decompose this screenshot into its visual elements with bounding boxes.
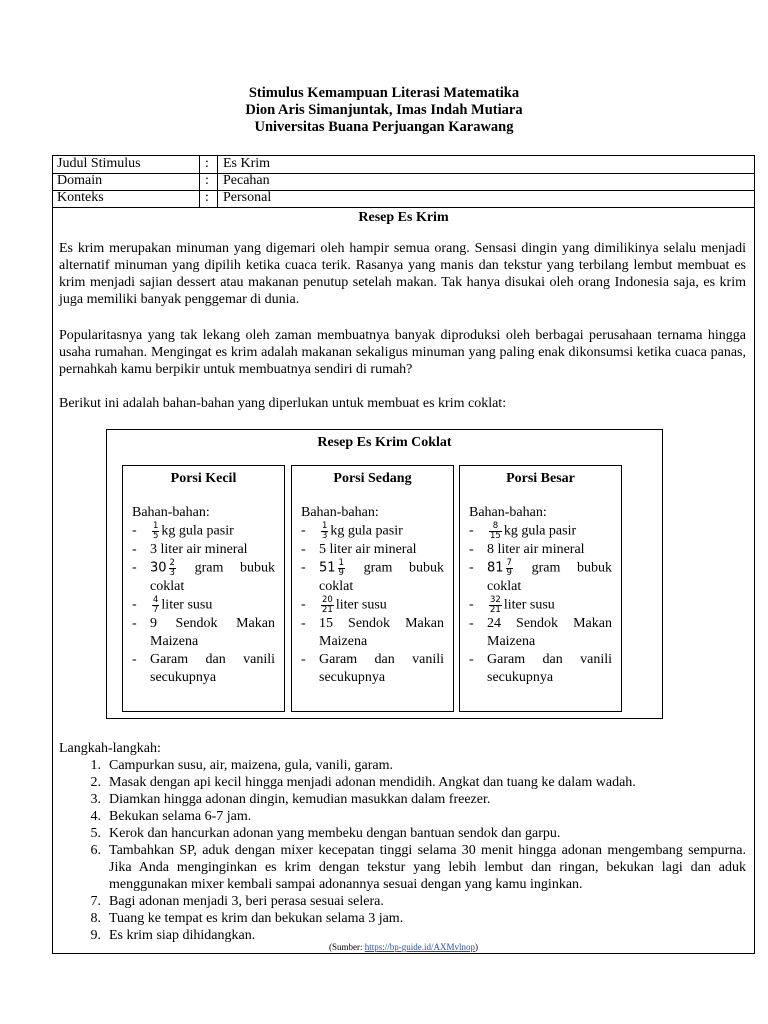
fraction: $\frac{4}{7}$ [153,595,159,615]
portion-small [122,465,285,712]
ingredient-list [132,504,275,687]
ingredient-sugar: - $\frac{1}{3}$ kg gula pasir [301,521,403,541]
source-citation: (Sumber: https://bp-guide.id/AXMvlnop) [329,942,478,952]
ingredient-cocoa: - 30 $\frac{2}{3}$ gram bubuk coklat [132,558,276,594]
meta-value: Es Krim [223,156,271,171]
meta-colon: : [205,173,209,188]
step-item: 9. Es krim siap dihidangkan. [90,928,256,943]
recipe-title: Resep Es Krim Coklat [317,435,452,450]
meta-colon: : [205,156,209,171]
ingredient-water: - 3 liter air mineral [132,542,248,557]
step-item: 4. Bekukan selama 6-7 jam. [90,809,252,824]
ingredient-milk: - $\frac{4}{7}$ liter susu [132,595,213,615]
ingredients-label: Bahan-bahan: [301,505,379,520]
ingredient-sugar: - $\frac{8}{15}$ kg gula pasir [469,521,577,541]
portion-title: Porsi Sedang [333,471,412,486]
fraction: $\frac{32}{21}$ [490,595,501,615]
meta-row-konteks [53,190,754,208]
source-link[interactable]: https://bp-guide.id/AXMvlnop [364,942,475,952]
meta-value: Pecahan [223,173,270,188]
ingredient-salt: - Garam dan vanili secukupnya [132,652,275,685]
paragraph-intro [59,240,746,308]
paragraph-text: Es krim merupakan minuman yang digemari oleh hampir semua orang. Sensasi dingin yang dimilikinya selalu menjadi alternatif minuman yang dipilih ketika cuaca terik. Rasanya yang manis dan tekstur yang terbilang lembut membuat es krim menjadi sajian dessert atau makanan penutup setelah makan. Tak hanya disukai oleh orang Indonesia saja, es krim juga memiliki banyak penggemar di dunia. [59,241,746,307]
paragraph-popularity [59,327,746,378]
step-item: 8. Tuang ke tempat es krim dan bekukan selama 3 jam. [90,911,404,926]
fraction: $\frac{2}{3}$ [169,558,175,578]
ingredient-maizena: - 15 Sendok Makan Maizena [301,616,444,649]
fraction: $\frac{1}{9}$ [338,558,344,578]
step-item: 7. Bagi adonan menjadi 3, beri perasa sesuai selera. [90,894,384,909]
header-university: Universitas Buana Perjuangan Karawang [254,119,514,135]
ingredient-milk: - $\frac{20}{21}$ liter susu [301,595,387,615]
ingredients-label: Bahan-bahan: [469,505,547,520]
steps-label: Langkah-langkah: [59,741,161,756]
ingredient-cocoa: - 51 $\frac{1}{9}$ gram bubuk coklat [301,558,445,594]
meta-key: Domain [57,173,103,188]
portion-title: Porsi Besar [506,471,575,486]
fraction: $\frac{8}{15}$ [490,521,501,541]
ingredient-cocoa: - 81 $\frac{7}{9}$ gram bubuk coklat [469,558,613,594]
fraction: $\frac{20}{21}$ [322,595,333,615]
recipe-box [106,429,663,719]
step-item: 5. Kerok dan hancurkan adonan yang membeku dengan bantuan sendok dan garpu. [90,826,561,841]
step-item: 2. Masak dengan api kecil hingga menjadi adonan mendidih. Angkat dan tuang ke dalam wadah. [90,775,636,790]
step-item: 3. Diamkan hingga adonan dingin, kemudian masukkan dalam freezer. [90,792,491,807]
stimulus-frame [52,155,755,954]
ingredient-list [301,504,444,687]
section-title: Resep Es Krim [358,210,449,225]
portion-title: Porsi Kecil [170,471,237,486]
fraction: $\frac{1}{5}$ [153,521,159,541]
meta-key: Konteks [57,190,104,205]
paragraph-text: Popularitasnya yang tak lekang oleh zaman membuatnya banyak diproduksi oleh berbagai perusahaan ternama hingga usaha rumahan. Mengingat es krim adalah makanan sekaligus minuman yang paling enak dikonsumsi ketika cuaca panas, pernahkah kamu berpikir untuk membuatnya sendiri di rumah? [59,328,746,377]
ingredient-water: - 8 liter air mineral [469,542,585,557]
meta-colon: : [205,190,209,205]
ingredient-maizena: - 24 Sendok Makan Maizena [469,616,612,649]
paragraph-text: Berikut ini adalah bahan-bahan yang diperlukan untuk membuat es krim coklat: [59,396,507,411]
ingredient-salt: - Garam dan vanili secukupnya [301,652,444,685]
document-header [0,85,768,136]
portion-medium [291,465,454,712]
fraction: $\frac{7}{9}$ [506,558,512,578]
steps-section [59,740,746,944]
ingredient-list [469,504,612,687]
fraction: $\frac{1}{3}$ [322,521,328,541]
step-item: 1. Campurkan susu, air, maizena, gula, vanili, garam. [90,758,394,773]
meta-row-domain [53,173,754,191]
header-title: Stimulus Kemampuan Literasi Matematika [248,85,520,101]
ingredient-milk: - $\frac{32}{21}$ liter susu [469,595,555,615]
ingredient-water: - 5 liter air mineral [301,542,417,557]
ingredient-maizena: - 9 Sendok Makan Maizena [132,616,275,649]
header-authors: Dion Aris Simanjuntak, Imas Indah Mutiara [245,102,523,118]
ingredient-sugar: - $\frac{1}{5}$ kg gula pasir [132,521,234,541]
meta-value: Personal [223,190,272,205]
paragraph-ingredients-intro [59,395,746,412]
meta-key: Judul Stimulus [57,156,141,171]
meta-row-judul [53,156,754,174]
ingredient-salt: - Garam dan vanili secukupnya [469,652,612,685]
portion-large [459,465,622,712]
step-item: 6. Tambahkan SP, aduk dengan mixer kecepatan tinggi selama 30 menit hingga adonan mengembang sempurna. Jika Anda menginginkan es krim dengan tekstur yang lebih lembut dan ringan, bekukan lagi dan aduk menggunakan mixer kembali sampai adonannya sesuai dengan yang kamu inginkan. [90,843,746,892]
ingredients-label: Bahan-bahan: [132,505,210,520]
